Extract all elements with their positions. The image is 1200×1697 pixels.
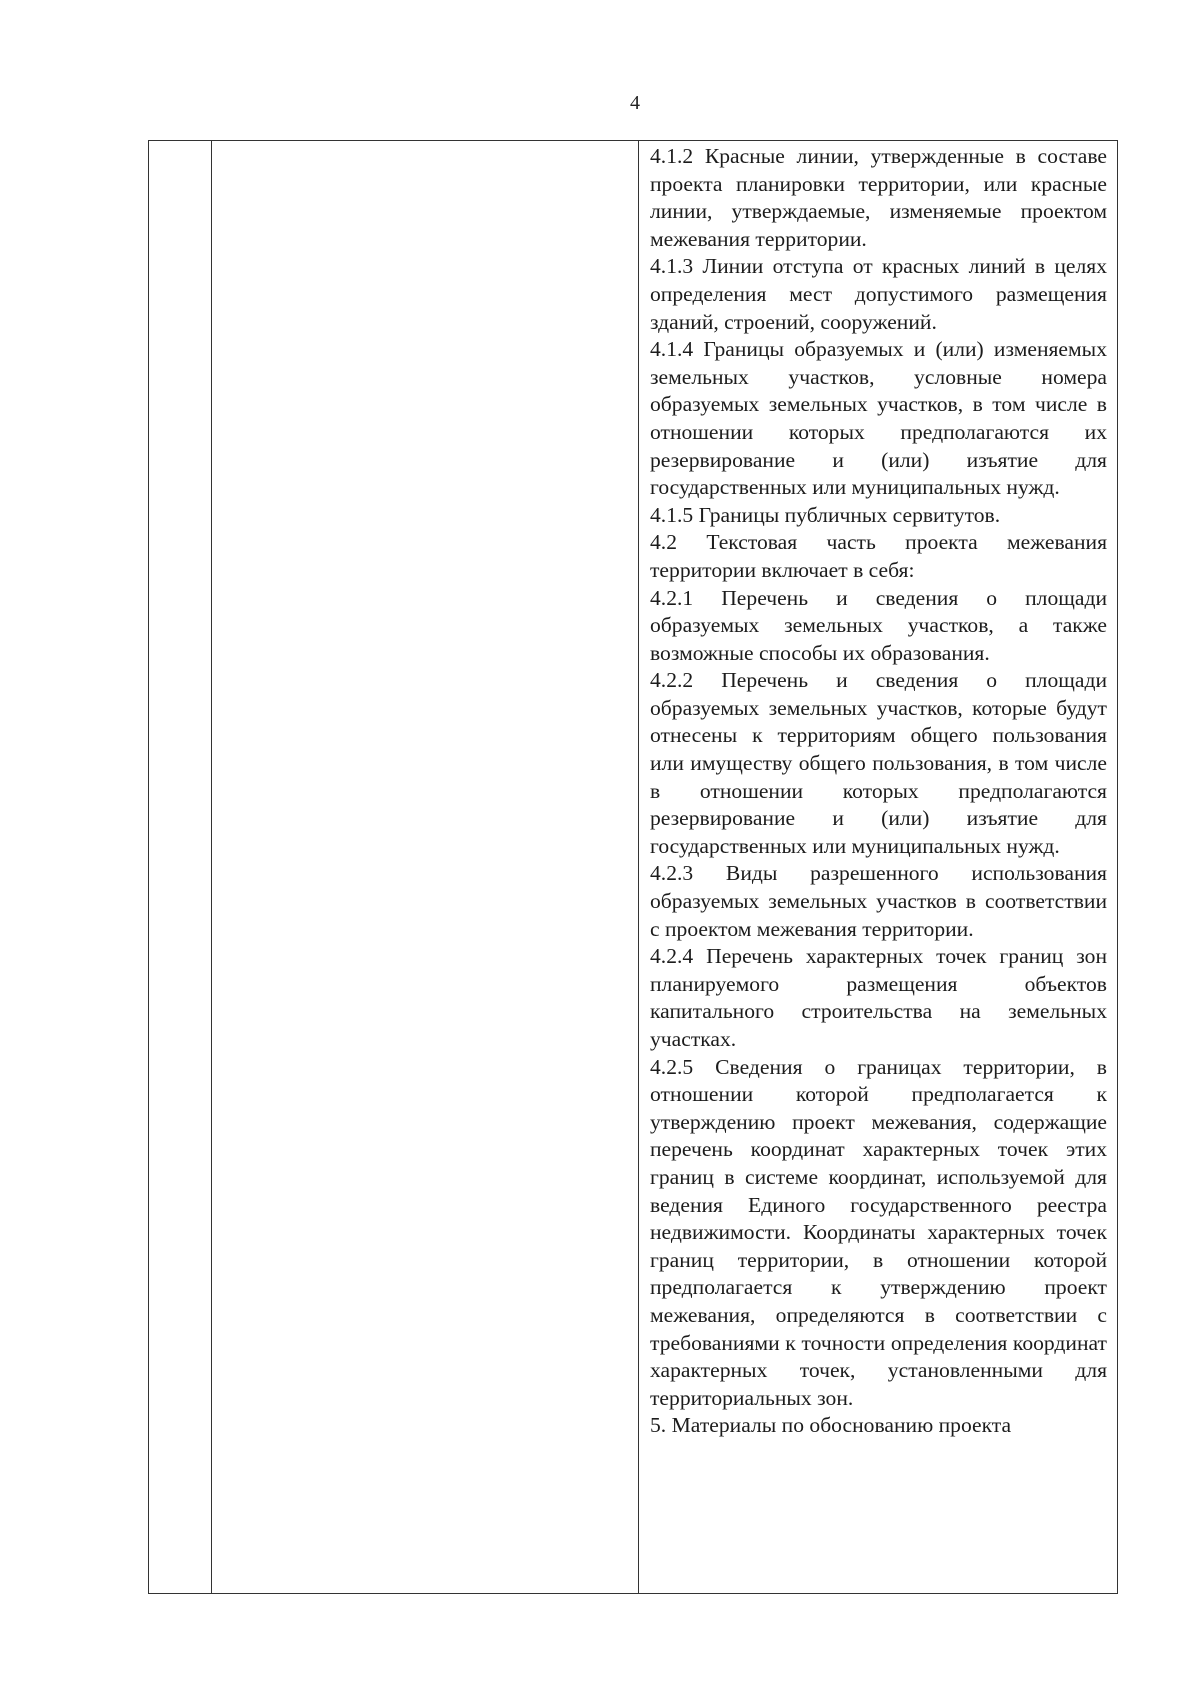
paragraph-4-1-2: 4.1.2 Красные линии, утвержденные в составе проекта планировки территории, или красные линии, утверждаемые, изменяемые проектом межевания территории. — [650, 144, 1107, 251]
paragraph-4-2-2: 4.2.2 Перечень и сведения о площади образуемых земельных участков, которые будут отнесены к территориям общего пользования или имуществу общего пользования, в том числе в отношении которых предполагаются резервирование и (или) изъятие для государственных или муниципальных нужд. — [650, 668, 1107, 858]
table-cell-content — [639, 141, 1118, 1594]
document-table — [148, 140, 1118, 1594]
table-cell-item — [212, 141, 639, 1594]
paragraph-4-2-4: 4.2.4 Перечень характерных точек границ зон планируемого размещения объектов капитального строительства на земельных участках. — [650, 944, 1107, 1051]
paragraph-4-1-4: 4.1.4 Границы образуемых и (или) изменяемых земельных участков, условные номера образуемых земельных участков, в том числе в отношении которых предполагаются их резервирование и (или) изъятие для государственных или муниципальных нужд. — [650, 337, 1107, 500]
cell-text-block — [639, 141, 1117, 1593]
paragraph-4-2-1: 4.2.1 Перечень и сведения о площади образуемых земельных участков, а также возможные способы их образования. — [650, 585, 1107, 665]
paragraph-4-2-3: 4.2.3 Виды разрешенного использования образуемых земельных участков в соответствии с проектом межевания территории. — [650, 861, 1107, 941]
table-row — [149, 141, 1118, 1594]
paragraph-4-1-3: 4.1.3 Линии отступа от красных линий в целях определения мест допустимого размещения зданий, строений, сооружений. — [650, 254, 1107, 334]
table-cell-number — [149, 141, 212, 1594]
paragraph-4-2-5: 4.2.5 Сведения о границах территории, в отношении которой предполагается к утверждению проект межевания, содержащие перечень координат характерных точек этих границ в системе координат, используемой для ведения Единого государственного реестра недвижимости. Координаты характерных точек границ территории, в отношении которой предполагается к утверждению проект межевания, определяются в соответствии с требованиями к точности определения координат характерных точек, установленными для территориальных зон. — [650, 1054, 1107, 1410]
paragraph-4-2: 4.2 Текстовая часть проекта межевания территории включает в себя: — [650, 530, 1107, 582]
paragraph-4-1-5: 4.1.5 Границы публичных сервитутов. — [650, 502, 1001, 527]
paragraph-5: 5. Материалы по обоснованию проекта — [650, 1413, 1012, 1438]
page-number: 4 — [630, 92, 640, 114]
